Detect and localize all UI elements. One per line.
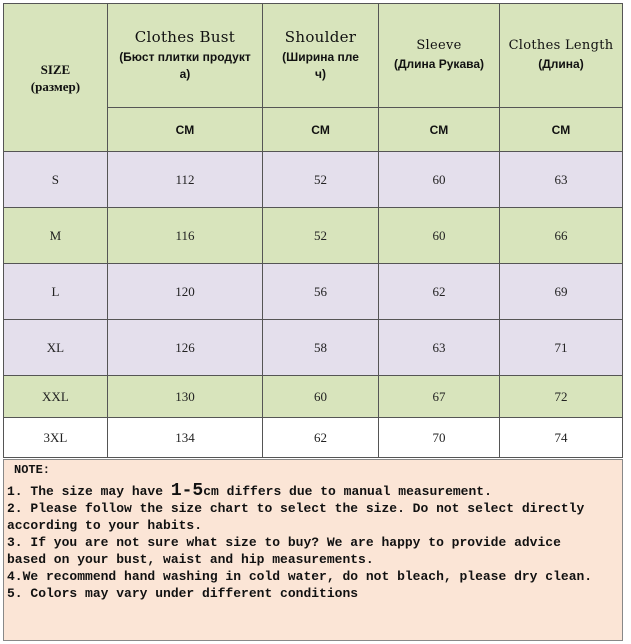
sleeve-cell: 62 (379, 264, 500, 320)
length-cell: 63 (499, 152, 622, 208)
table-row (4, 264, 623, 320)
size-cell: 3XL (4, 418, 108, 458)
header-shoulder (263, 4, 379, 108)
header-size (4, 4, 108, 152)
header-length (499, 4, 622, 108)
note-line-2: 2. Please follow the size chart to select the size. Do not select directly (7, 501, 585, 516)
table-row (4, 208, 623, 264)
bust-cell: 134 (107, 418, 262, 458)
table-row (4, 152, 623, 208)
bust-cell: 116 (107, 208, 262, 264)
shoulder-cell: 62 (263, 418, 379, 458)
note-line-6: 4.We recommend hand washing in cold water, do not bleach, please dry clean. (7, 569, 593, 584)
size-cell: M (4, 208, 108, 264)
length-cell: 72 (499, 376, 622, 418)
header-shoulder-en: Shoulder (284, 28, 357, 46)
header-bust-ru1: (Бюст плитки продукт (119, 50, 251, 64)
shoulder-cell: 56 (263, 264, 379, 320)
length-cell: 74 (499, 418, 622, 458)
unit-cell: CM (107, 108, 262, 152)
size-chart-table (3, 3, 623, 458)
header-bust-ru2: а) (179, 67, 191, 81)
shoulder-cell: 58 (263, 320, 379, 376)
header-shoulder-ru2: ч) (315, 67, 327, 81)
header-row (4, 4, 623, 108)
size-cell: XL (4, 320, 108, 376)
header-length-en: Clothes Length (508, 38, 614, 53)
sleeve-cell: 60 (379, 152, 500, 208)
note-line-1-pre: 1. The size may have (7, 484, 171, 499)
header-size-ru: (размер) (30, 78, 81, 94)
sleeve-cell: 63 (379, 320, 500, 376)
unit-cell: CM (379, 108, 500, 152)
note-line-1-range: 1-5 (170, 481, 204, 501)
shoulder-cell: 60 (263, 376, 379, 418)
sleeve-cell: 67 (379, 376, 500, 418)
note-title: NOTE: (14, 463, 51, 477)
header-sleeve-en: Sleeve (416, 38, 462, 53)
note-line-4: 3. If you are not sure what size to buy? We are happy to provide advice (7, 535, 561, 550)
unit-cell: CM (499, 108, 622, 152)
note-line-1 (7, 483, 622, 500)
size-cell: S (4, 152, 108, 208)
header-bust-en: Clothes Bust (134, 28, 236, 46)
bust-cell: 130 (107, 376, 262, 418)
header-bust (107, 4, 262, 108)
shoulder-cell: 52 (263, 152, 379, 208)
sleeve-cell: 60 (379, 208, 500, 264)
table-row (4, 376, 623, 418)
size-cell: XXL (4, 376, 108, 418)
length-cell: 69 (499, 264, 622, 320)
note-line-7: 5. Colors may vary under different conditions (7, 586, 359, 601)
shoulder-cell: 52 (263, 208, 379, 264)
unit-cell: CM (263, 108, 379, 152)
header-length-ru: (Длина) (538, 57, 584, 71)
header-size-en: SIZE (40, 61, 71, 77)
bust-cell: 126 (107, 320, 262, 376)
header-shoulder-ru1: (Ширина пле (282, 50, 359, 64)
table-row (4, 418, 623, 458)
bust-cell: 120 (107, 264, 262, 320)
length-cell: 71 (499, 320, 622, 376)
header-sleeve (379, 4, 500, 108)
length-cell: 66 (499, 208, 622, 264)
sleeve-cell: 70 (379, 418, 500, 458)
size-cell: L (4, 264, 108, 320)
note-line-3: according to your habits. (7, 518, 203, 533)
note-box (3, 459, 623, 641)
note-line-1-post: cm differs due to manual measurement. (203, 484, 492, 499)
table-row (4, 320, 623, 376)
header-sleeve-ru: (Длина Рукава) (393, 57, 484, 71)
note-line-5: based on your bust, waist and hip measurements. (7, 552, 374, 567)
bust-cell: 112 (107, 152, 262, 208)
